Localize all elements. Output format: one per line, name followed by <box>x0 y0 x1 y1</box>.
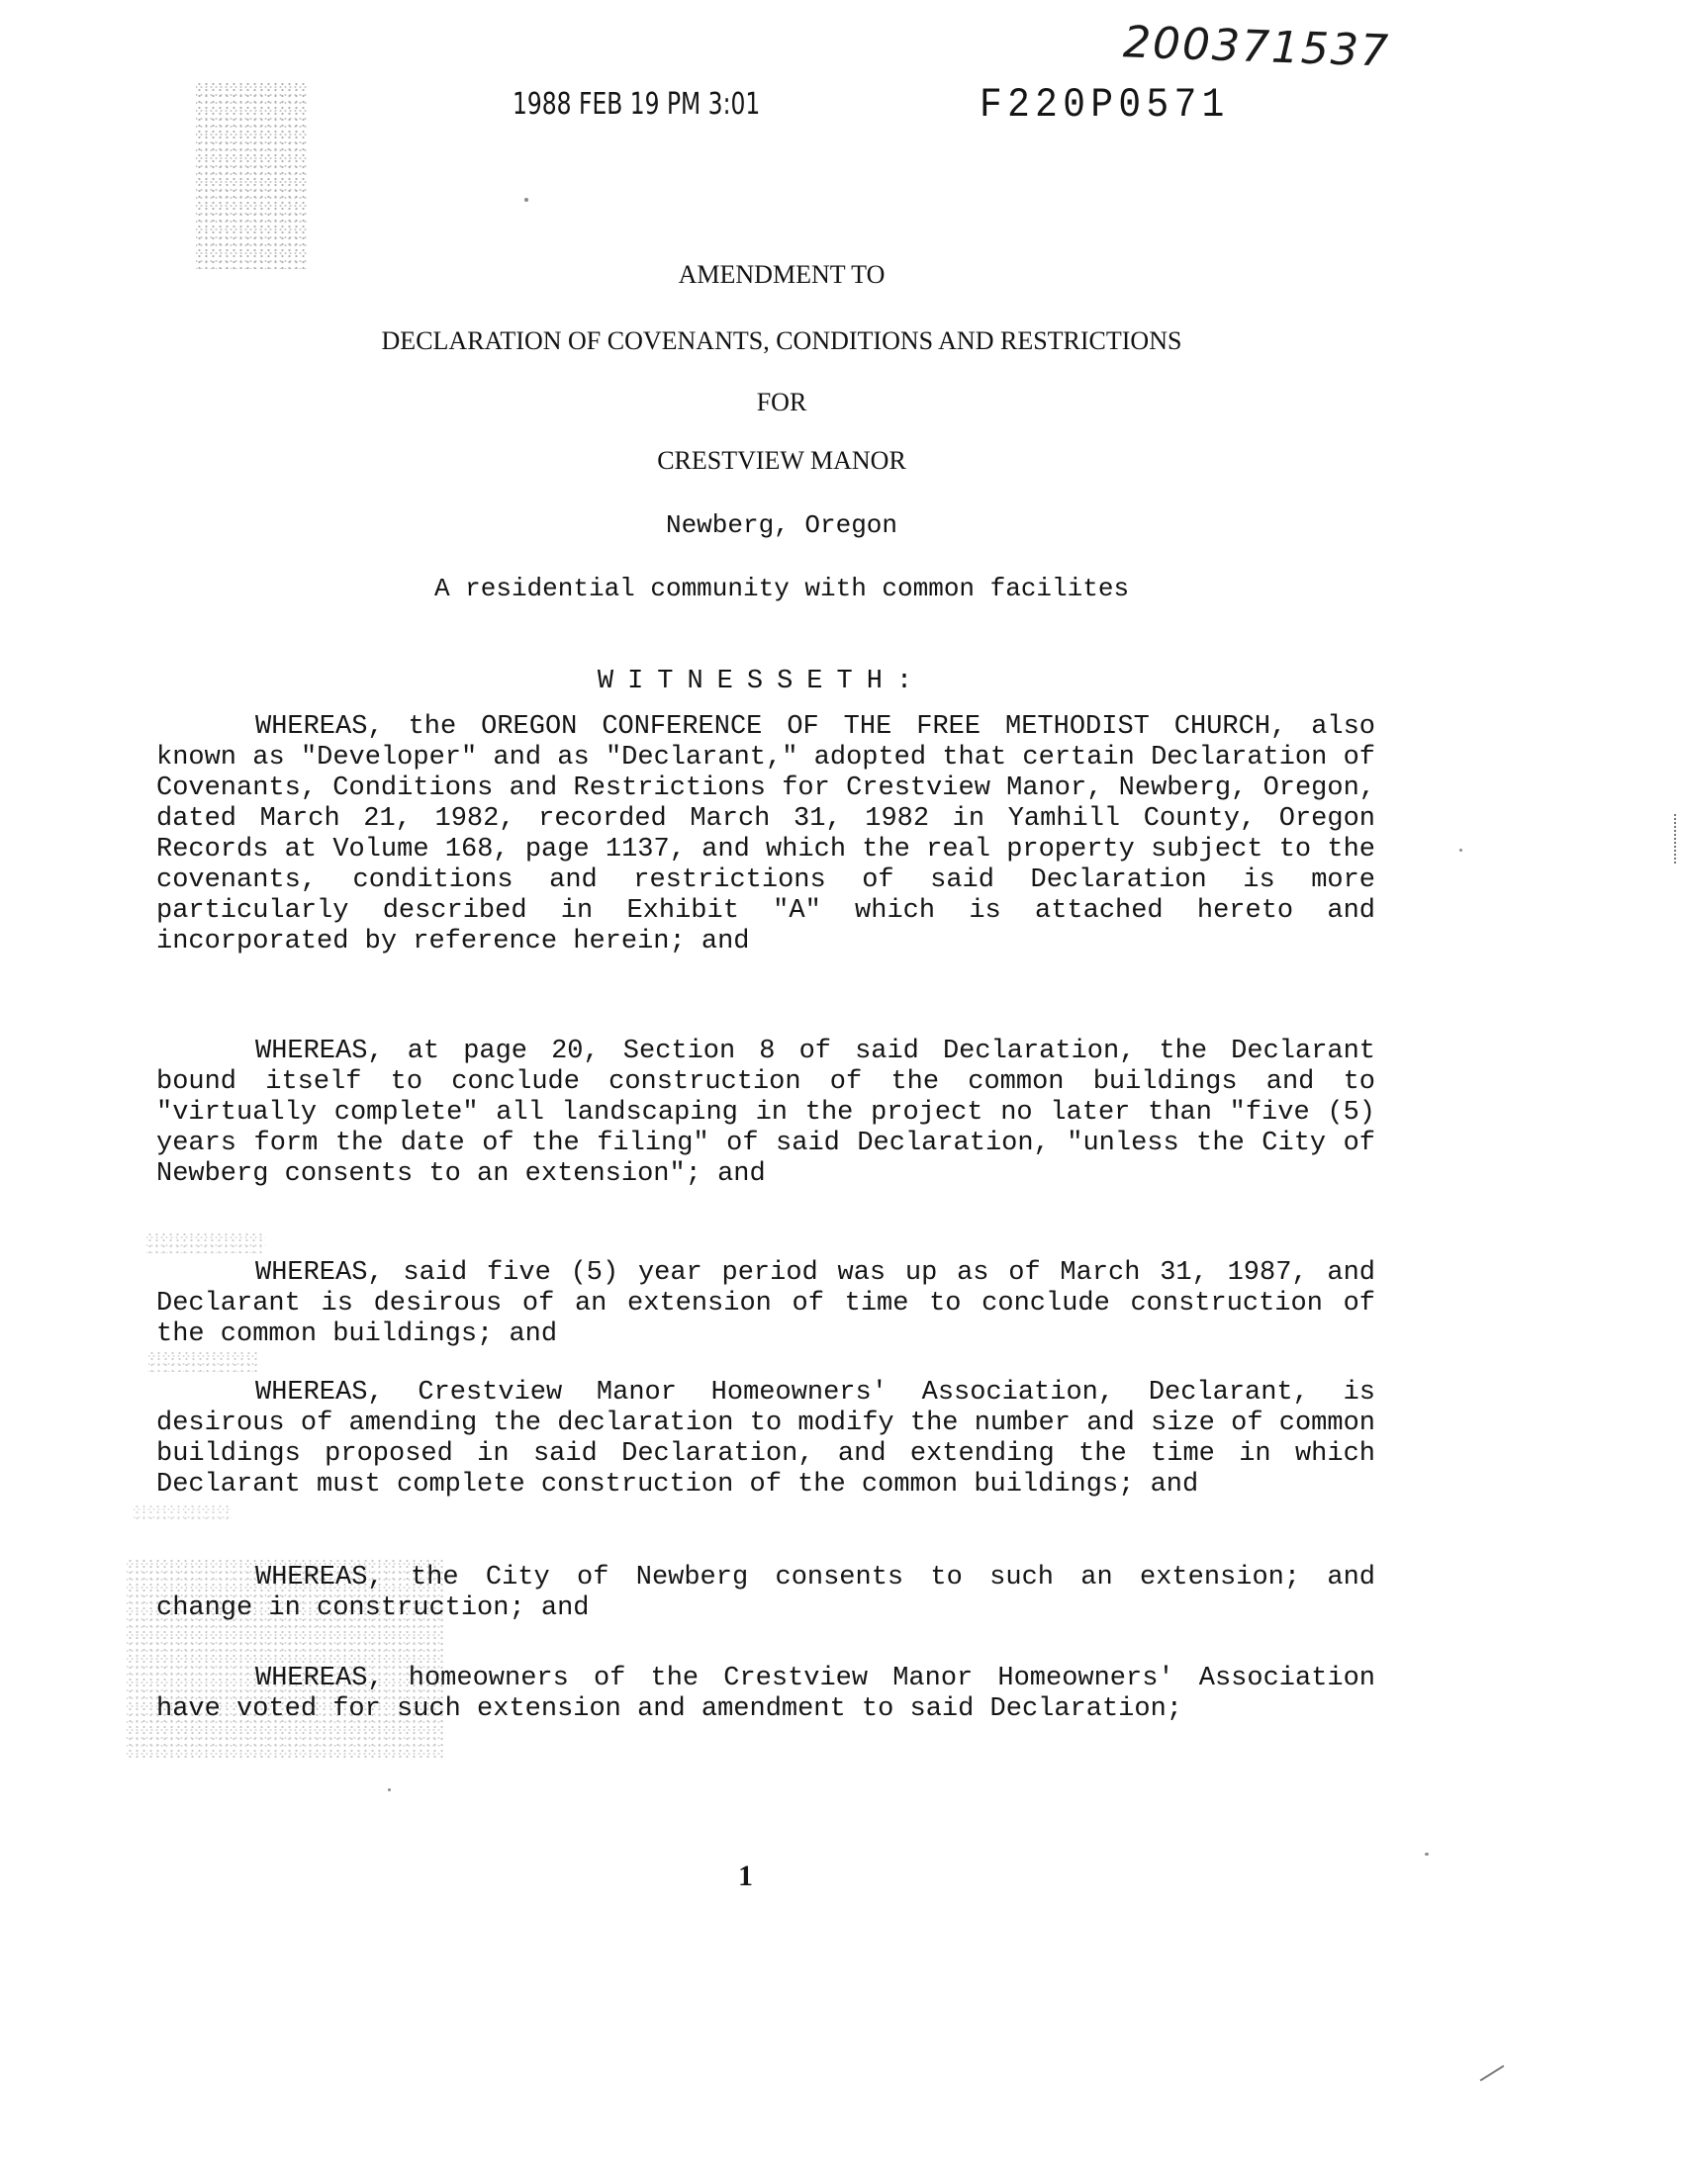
recital-paragraph: WHEREAS, the City of Newberg consents to such an extension; and change in construction; and <box>156 1563 1375 1623</box>
title-line-6: A residential community with common facilites <box>433 574 1130 603</box>
recital-paragraph: WHEREAS, Crestview Manor Homeowners' Association, Declarant, is desirous of amending the declaration to modify the number and size of common buildings proposed in said Declaration, and extending the time in which Declarant must complete construction of the common buildings; and <box>156 1378 1375 1500</box>
scan-speck <box>1425 1853 1429 1856</box>
page-number: 1 <box>738 1860 753 1892</box>
scan-edge-mark <box>1674 814 1679 864</box>
scan-noise-left-1 <box>146 1231 265 1253</box>
recital-paragraph: WHEREAS, at page 20, Section 8 of said Declaration, the Declarant bound itself to conclude construction of the common buildings and to "virtually complete" all landscaping in the project no later than "five (5) years form the date of the filing" of said Declaration, "unless the City of Newberg consents to an extension"; and <box>156 1037 1375 1189</box>
title-line-3: FOR <box>756 388 807 416</box>
recital-paragraph: WHEREAS, the OREGON CONFERENCE OF THE FREE METHODIST CHURCH, also known as "Developer" and as "Declarant," adopted that certain Declaration of Covenants, Conditions and Restrictions for Crestview Manor, Newberg, Oregon, dated March 21, 1982, recorded March 31, 1982 in Yamhill County, Oregon Records at Volume 168, page 1137, and which the real property subject to the covenants, conditions and restrictions of said Declaration is more particularly described in Exhibit "A" which is attached hereto and incorporated by reference herein; and <box>156 712 1375 956</box>
recital-paragraph: WHEREAS, homeowners of the Crestview Manor Homeowners' Association have voted for such extension and amendment to said Declaration; <box>156 1664 1375 1724</box>
scan-noise-left-3 <box>134 1503 233 1523</box>
scan-speck <box>388 1788 391 1791</box>
scan-scratch-mark <box>1480 2065 1505 2082</box>
title-line-4: CRESTVIEW MANOR <box>657 446 906 475</box>
recital-paragraph: WHEREAS, said five (5) year period was up as of March 31, 1987, and Declarant is desirous of an extension of time to conclude construction of the common buildings; and <box>156 1258 1375 1349</box>
document-reference-code: F220P0571 <box>980 81 1230 129</box>
scan-noise-left-2 <box>148 1350 257 1372</box>
title-line-2: DECLARATION OF COVENANTS, CONDITIONS AND RESTRICTIONS <box>381 326 1182 355</box>
title-line-1: AMENDMENT TO <box>678 260 886 289</box>
scan-noise-top-left <box>196 81 307 269</box>
recording-date-stamp: 1988 FEB 19 PM 3:01 <box>513 87 761 122</box>
handwritten-file-number: 200371537 <box>1122 17 1391 77</box>
scan-speck <box>524 198 528 202</box>
title-line-5: Newberg, Oregon <box>665 510 898 540</box>
witnesseth-heading: WITNESSETH: <box>597 667 927 696</box>
scan-speck <box>1459 849 1462 852</box>
